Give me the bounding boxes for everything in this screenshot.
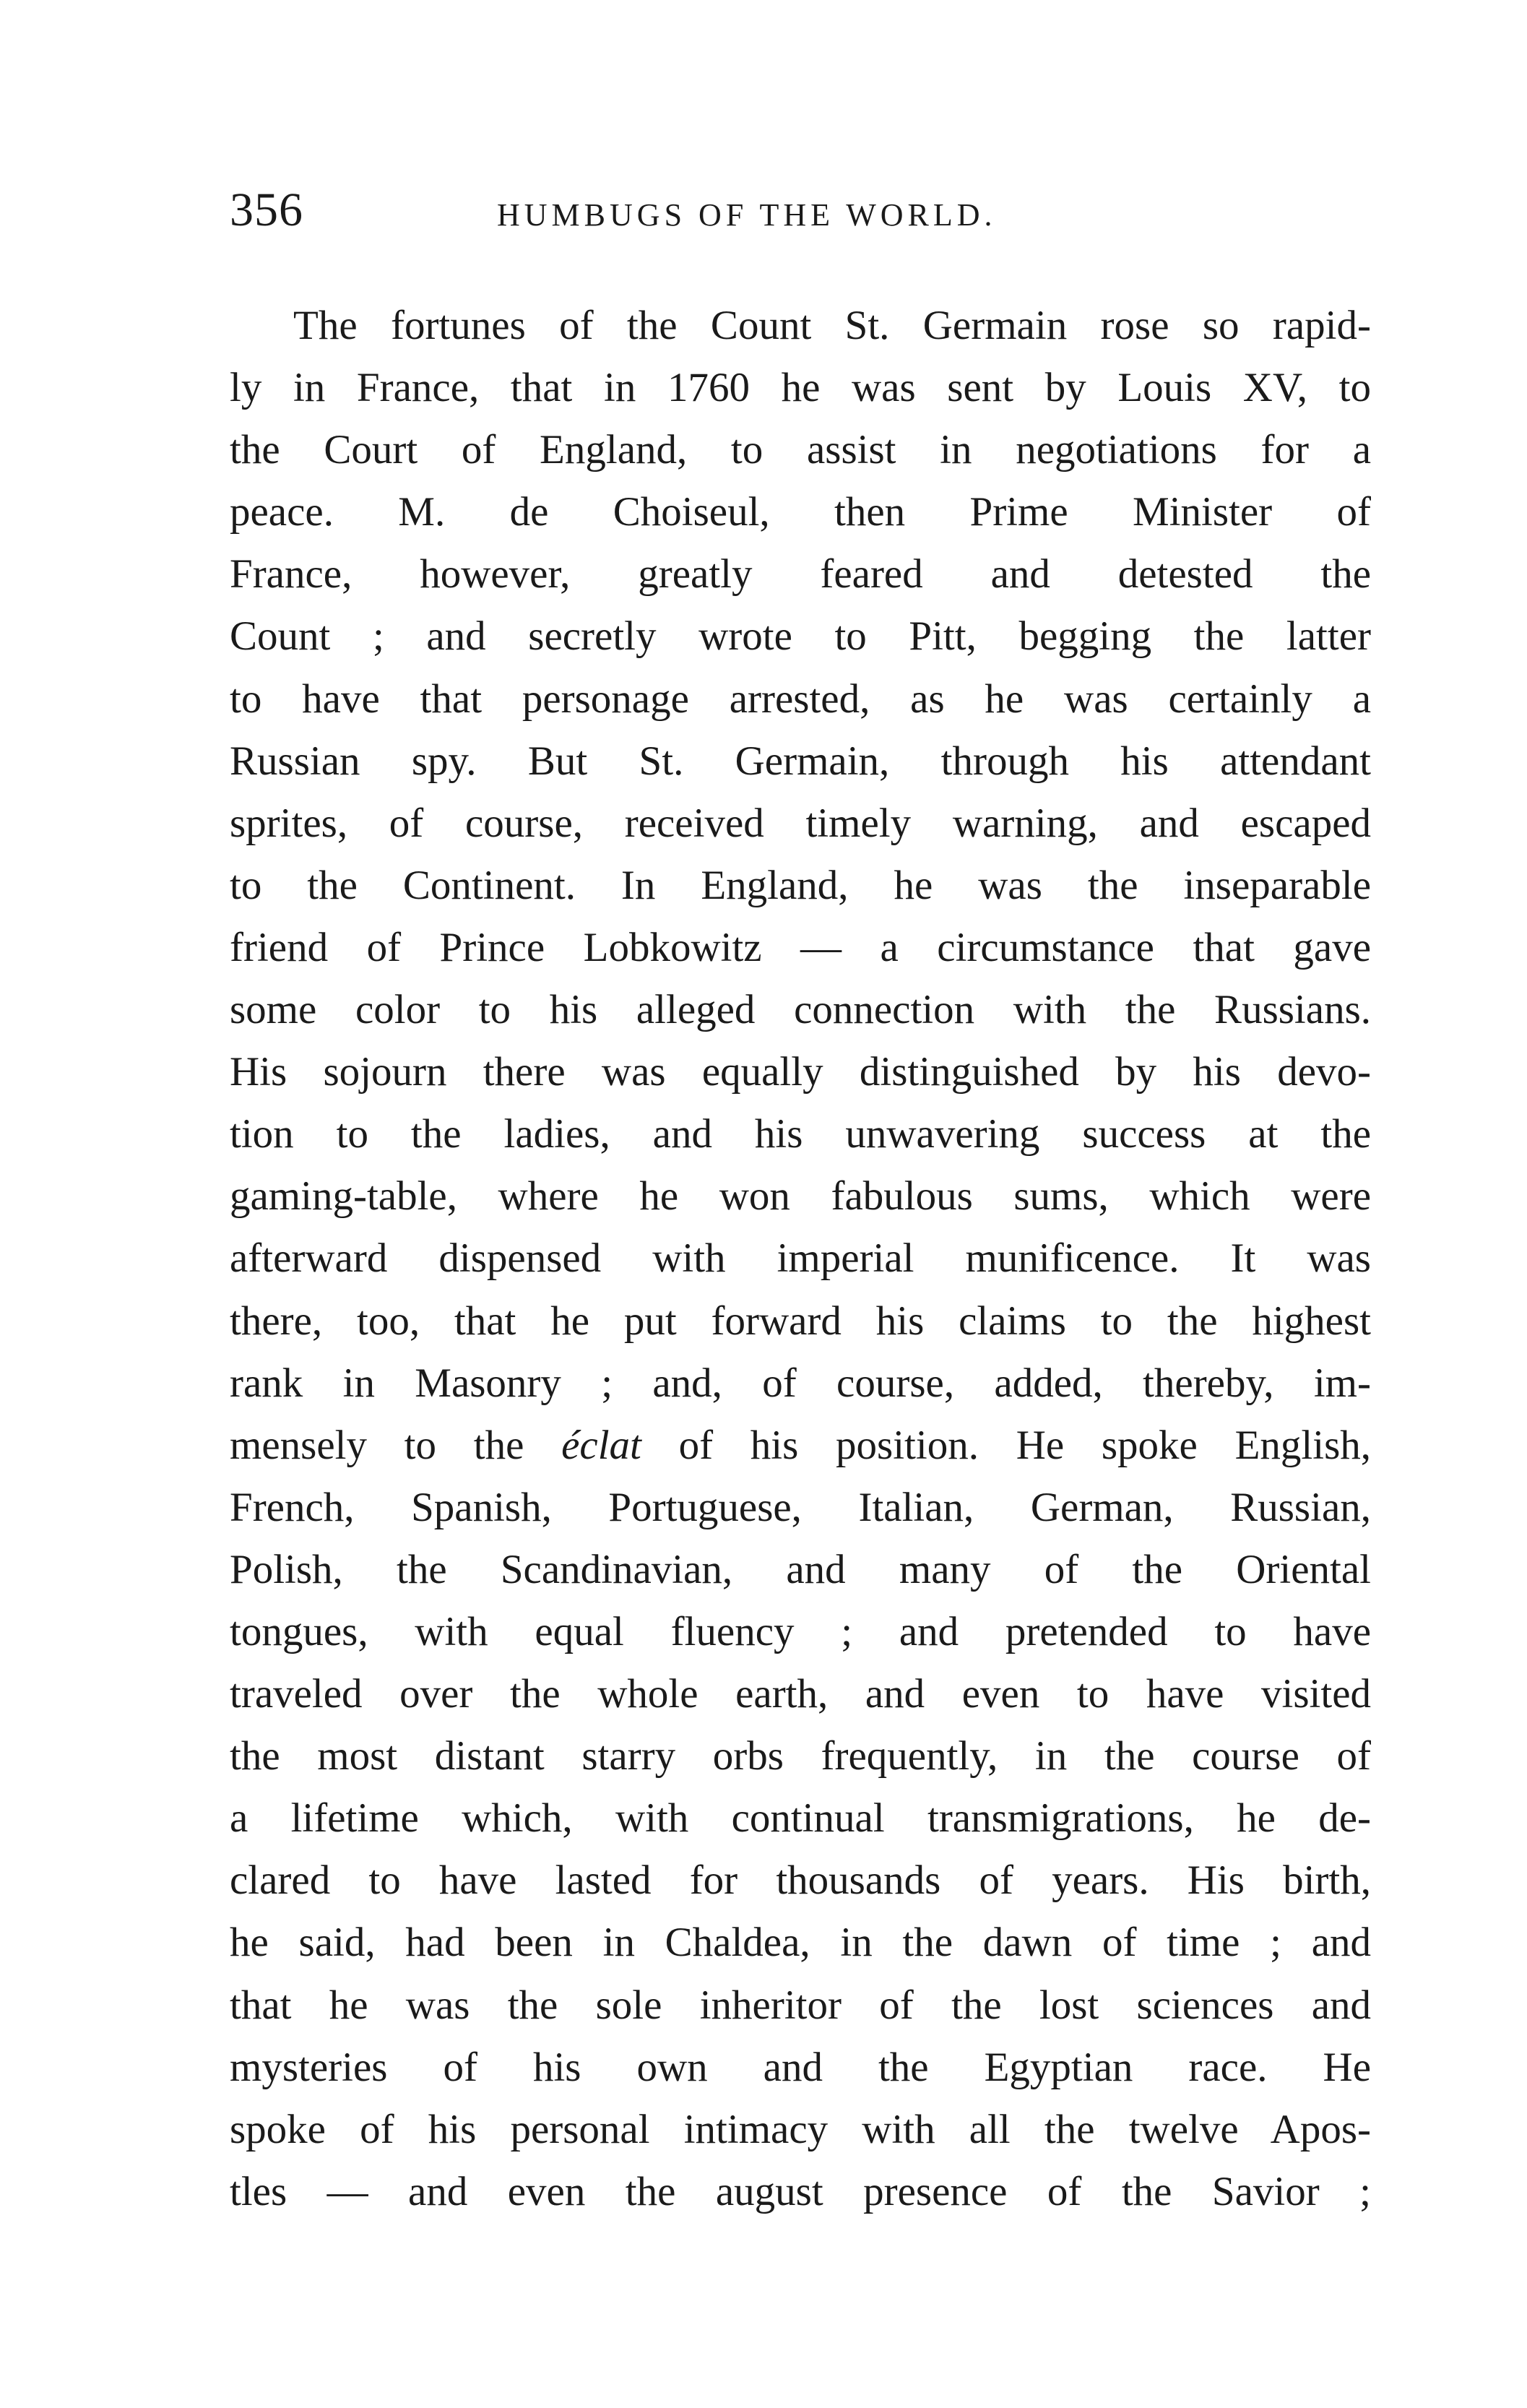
text-line: afterward dispensed with imperial munificence. It was — [230, 1235, 1371, 1282]
text-line: tles — and even the august presence of the Savior ; — [230, 2168, 1371, 2214]
page-number: 356 — [230, 184, 303, 236]
text-line: to have that personage arrested, as he was certainly a — [230, 676, 1371, 722]
text-segment: of his position. He spoke English, — [641, 1422, 1371, 1468]
text-line: some color to his alleged connection with the Russians. — [230, 987, 1371, 1033]
text-line: spoke of his personal intimacy with all the twelve Apos- — [230, 2106, 1371, 2152]
text-line: friend of Prince Lobkowitz — a circumstance that gave — [230, 924, 1371, 970]
page-header — [230, 178, 1371, 243]
running-head: HUMBUGS OF THE WORLD. — [497, 197, 997, 233]
text-line: that he was the sole inheritor of the lost sciences and — [230, 1982, 1371, 2028]
text-line: rank in Masonry ; and, of course, added, thereby, im- — [230, 1360, 1371, 1406]
text-line: tion to the ladies, and his unwavering success at the — [230, 1111, 1371, 1157]
text-line: the most distant starry orbs frequently, in the course of — [230, 1733, 1371, 1779]
text-line: tongues, with equal fluency ; and pretended to have — [230, 1608, 1371, 1654]
text-line: The fortunes of the Count St. Germain rose so rapid- — [293, 303, 1371, 348]
text-line: a lifetime which, with continual transmigrations, he de- — [230, 1795, 1371, 1842]
text-line: there, too, that he put forward his claims to the highest — [230, 1298, 1371, 1344]
text-line: His sojourn there was equally distinguished by his devo- — [230, 1049, 1371, 1095]
text-line: clared to have lasted for thousands of years. His birth, — [230, 1857, 1371, 1904]
text-segment: mensely to the — [230, 1422, 562, 1468]
text-line: he said, had been in Chaldea, in the dawn of time ; and — [230, 1920, 1371, 1966]
text-line: French, Spanish, Portuguese, Italian, German, Russian, — [230, 1484, 1371, 1530]
text-line: Count ; and secretly wrote to Pitt, begging the latter — [230, 613, 1371, 660]
italic-term: éclat — [561, 1422, 641, 1468]
text-line: to the Continent. In England, he was the inseparable — [230, 862, 1371, 908]
text-line: gaming-table, where he won fabulous sums, which were — [230, 1173, 1371, 1220]
text-line: the Court of England, to assist in negotiations for a — [230, 427, 1371, 473]
body-text — [230, 295, 1371, 2223]
text-line: mysteries of his own and the Egyptian race. He — [230, 2044, 1371, 2090]
text-line: sprites, of course, received timely warning, and escaped — [230, 800, 1371, 846]
text-line: traveled over the whole earth, and even to have visited — [230, 1671, 1371, 1717]
text-line: Russian spy. But St. Germain, through his attendant — [230, 738, 1371, 784]
text-line: ly in France, that in 1760 he was sent by Louis XV, to — [230, 365, 1371, 411]
text-line: peace. M. de Choiseul, then Prime Minister of — [230, 489, 1371, 535]
text-line: Polish, the Scandinavian, and many of the Oriental — [230, 1546, 1371, 1592]
text-line — [230, 1415, 1371, 1477]
text-line: France, however, greatly feared and detested the — [230, 551, 1371, 597]
